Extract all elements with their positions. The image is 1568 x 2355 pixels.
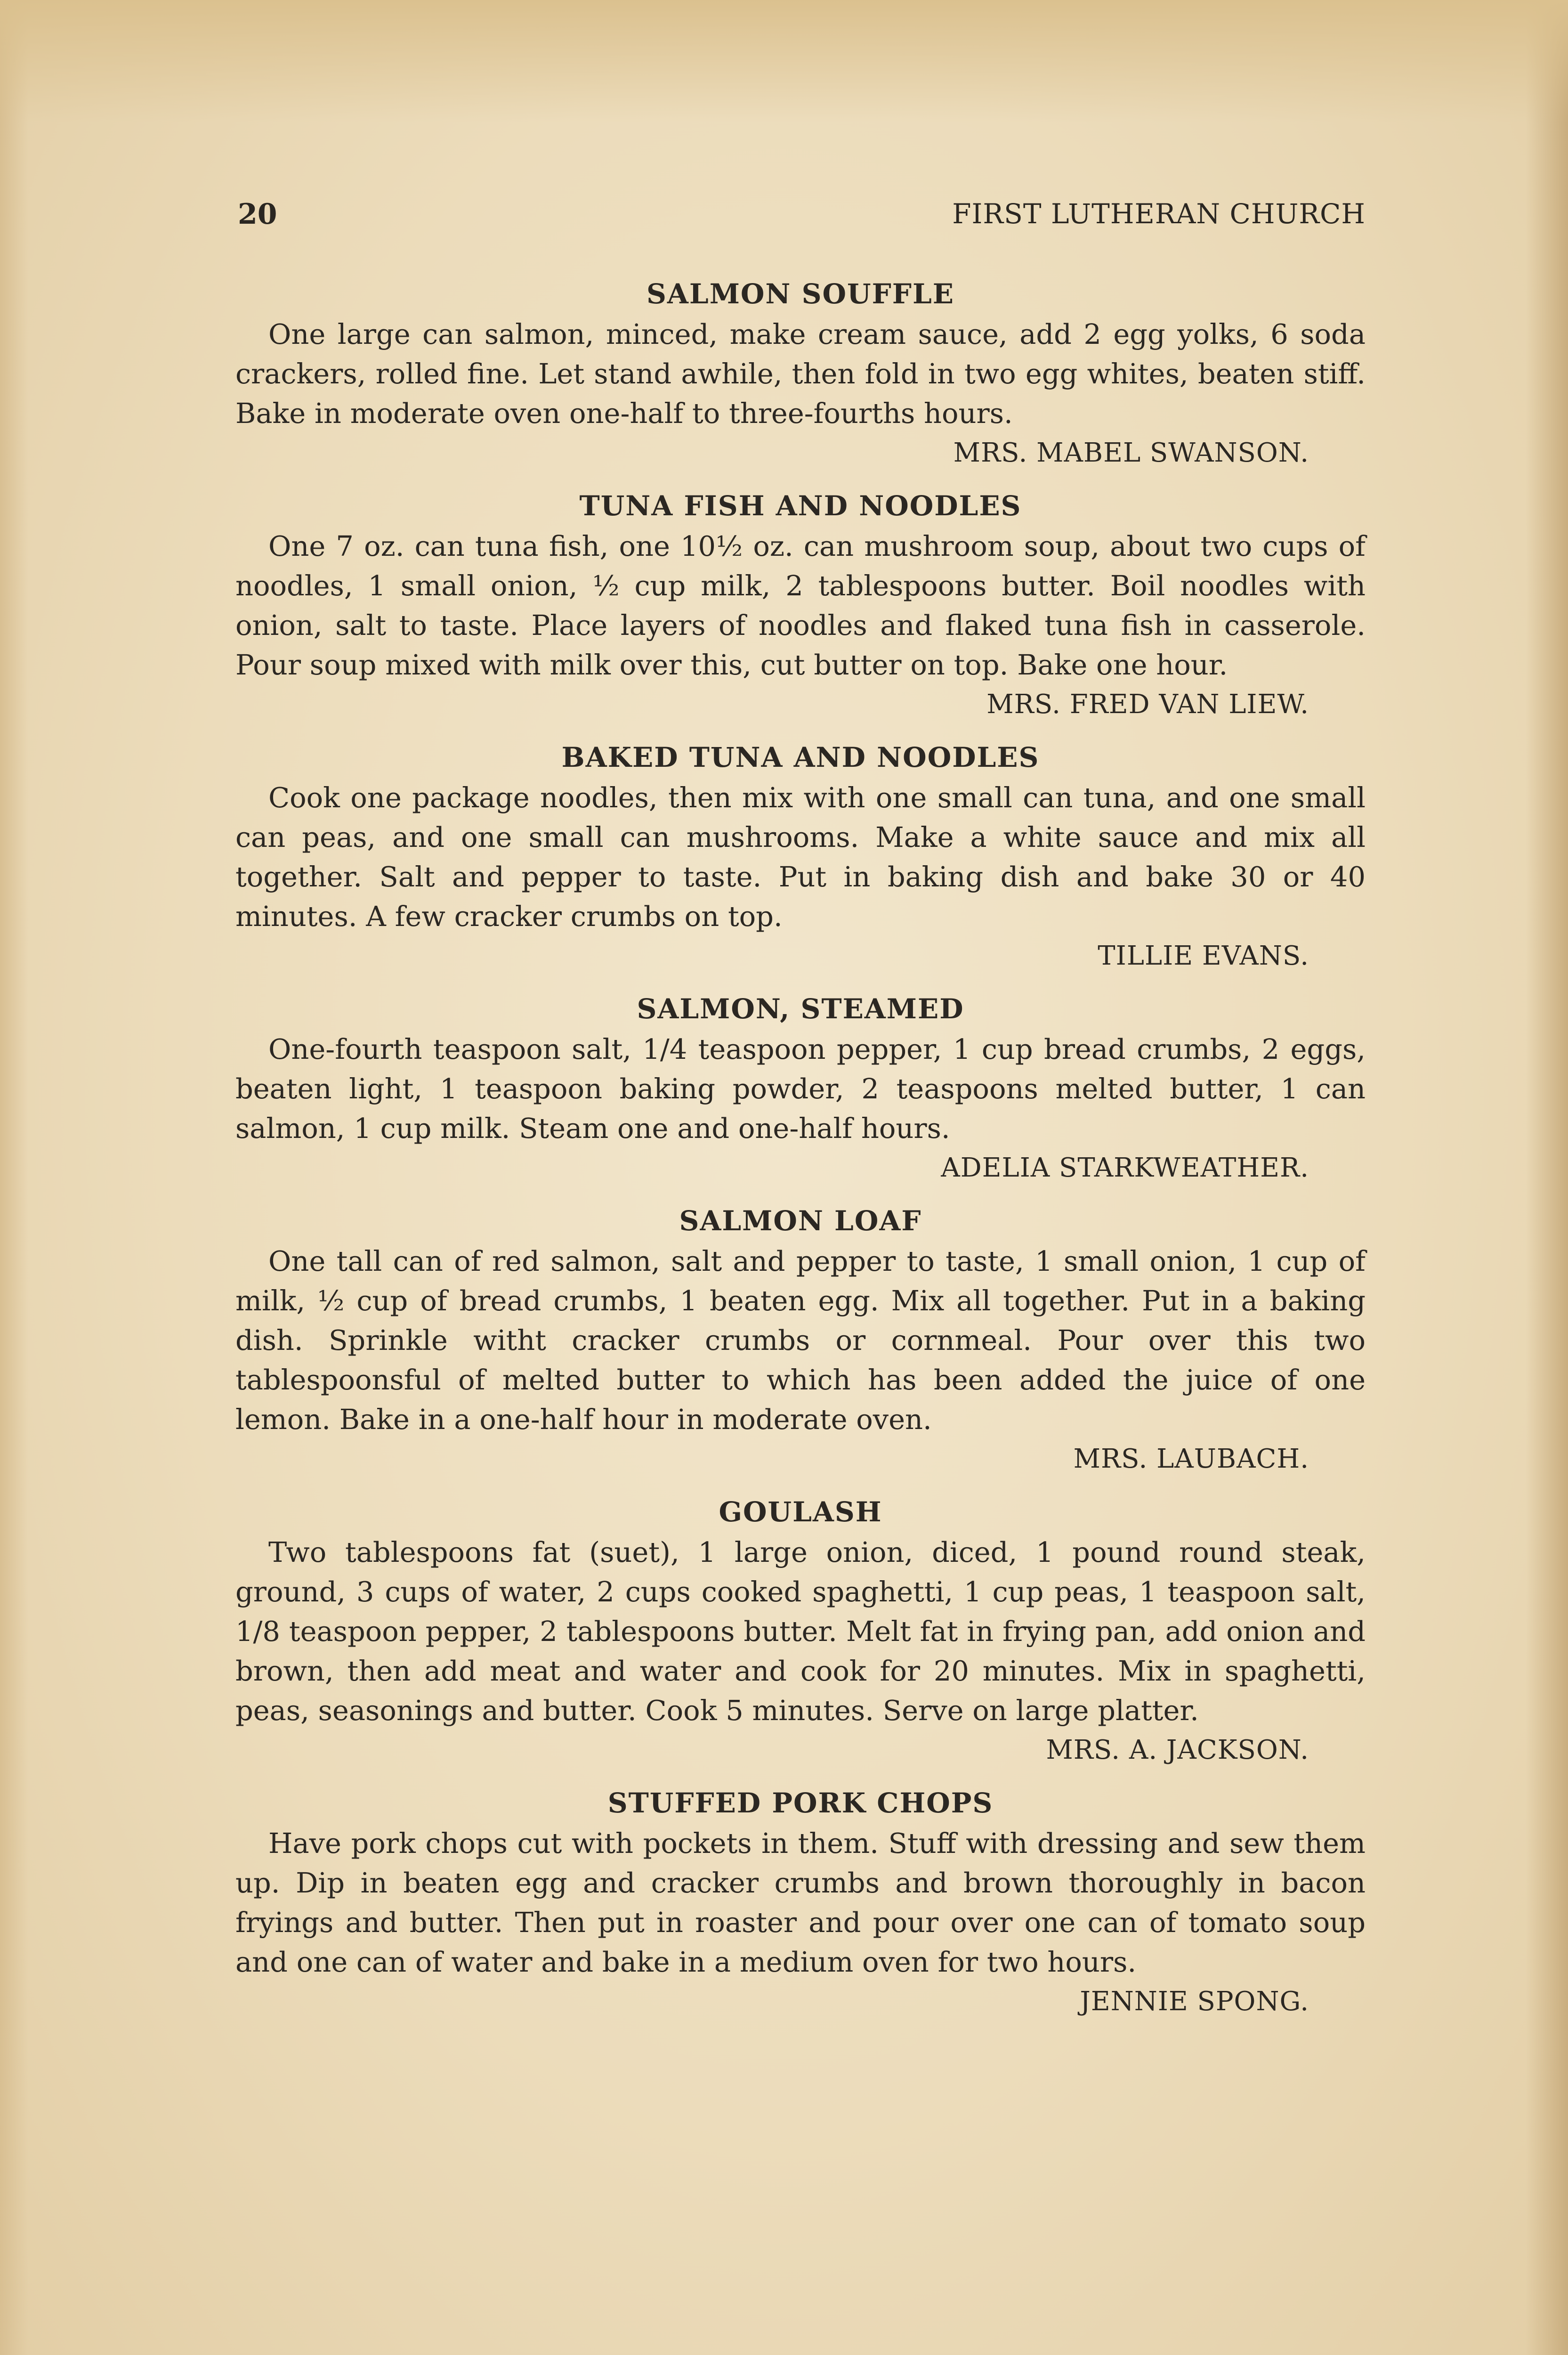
recipe-baked-tuna-and-noodles [235,737,1366,976]
recipe-salmon-steamed [235,988,1366,1188]
recipe-body: One-fourth teaspoon salt, 1/4 teaspoon pepper, 1 cup bread crumbs, 2 eggs, beaten light, 1 teaspoon baking powder, 2 teaspoons melted butter, 1 can salmon, 1 cup milk. Steam one and one-half hours. [235,1033,1366,1145]
recipe-author: MRS. FRED VAN LIEW. [986,689,1309,720]
recipe-goulash [235,1491,1366,1770]
recipe-author: MRS. A. JACKSON. [1046,1735,1309,1765]
recipe-body: One 7 oz. can tuna fish, one 10½ oz. can mushroom soup, about two cups of noodles, 1 small onion, ½ cup milk, 2 tablespoons butter. Boil noodles with onion, salt to taste. Place layers of noodles and flaked tuna fish in casserole. Pour soup mixed with milk over this, cut butter on top. Bake one hour. [235,530,1366,681]
recipe-body: One large can salmon, minced, make cream sauce, add 2 egg yolks, 6 soda crackers, rolled fine. Let stand awhile, then fold in two egg whites, beaten stiff. Bake in moderate oven one-half to three-fourths hours. [235,318,1366,430]
recipe-title: SALMON, STEAMED [637,993,964,1025]
running-title: FIRST LUTHERAN CHURCH [952,198,1366,230]
recipe-body: Cook one package noodles, then mix with one small can tuna, and one small can peas, and one small can mushrooms. Make a white sauce and mix all together. Salt and pepper to taste. Put in baking dish and bake 30 or 40 minutes. A few cracker crumbs on top. [235,781,1366,933]
recipe-title: TUNA FISH AND NOODLES [579,490,1022,522]
page-edge-shadow-bottom [0,2353,1568,2355]
recipe-salmon-souffle [235,273,1366,473]
recipe-body: One tall can of red salmon, salt and pepper to taste, 1 small onion, 1 cup of milk, ½ cup of bread crumbs, 1 beaten egg. Mix all together. Put in a baking dish. Sprinkle witht cracker crumbs or cornmeal. Pour over this two tablespoonsful of melted butter to which has been added the juice of one lemon. Bake in a one-half hour in moderate oven. [235,1245,1366,1436]
recipe-title: STUFFED PORK CHOPS [607,1787,994,1819]
recipe-salmon-loaf [235,1200,1366,1479]
recipe-title: GOULASH [719,1496,882,1528]
recipe-title: BAKED TUNA AND NOODLES [561,741,1040,773]
page-edge-shadow-right [1526,0,1568,2355]
recipe-author: MRS. LAUBACH. [1073,1444,1309,1474]
recipe-list [235,273,1366,2034]
recipe-title: SALMON LOAF [679,1205,922,1237]
recipe-author: TILLIE EVANS. [1098,941,1309,971]
recipe-tuna-fish-and-noodles [235,485,1366,724]
recipe-body: Two tablespoons fat (suet), 1 large onion, diced, 1 pound round steak, ground, 3 cups of water, 2 cups cooked spaghetti, 1 cup peas, 1 teaspoon salt, 1/8 teaspoon pepper, 2 tablespoons butter. Melt fat in frying pan, add onion and brown, then add meat and water and cook for 20 minutes. Mix in spaghetti, peas, seasonings and butter. Cook 5 minutes. Serve on large platter. [235,1536,1366,1727]
recipe-stuffed-pork-chops [235,1782,1366,2022]
page-edge-shadow-top [0,0,1568,122]
page-number: 20 [238,198,277,231]
recipe-body: Have pork chops cut with pockets in them. Stuff with dressing and sew them up. Dip in beaten egg and cracker crumbs and brown thoroughly in bacon fryings and butter. Then put in roaster and pour over one can of tomato soup and one can of water and bake in a medium oven for two hours. [235,1827,1366,1978]
recipe-author: MRS. MABEL SWANSON. [953,438,1309,468]
recipe-author: JENNIE SPONG. [1080,1986,1309,2017]
page-edge-shadow-left [0,0,28,2355]
recipe-title: SALMON SOUFFLE [647,278,954,310]
recipe-author: ADELIA STARKWEATHER. [941,1153,1309,1183]
page-header [238,198,1366,236]
